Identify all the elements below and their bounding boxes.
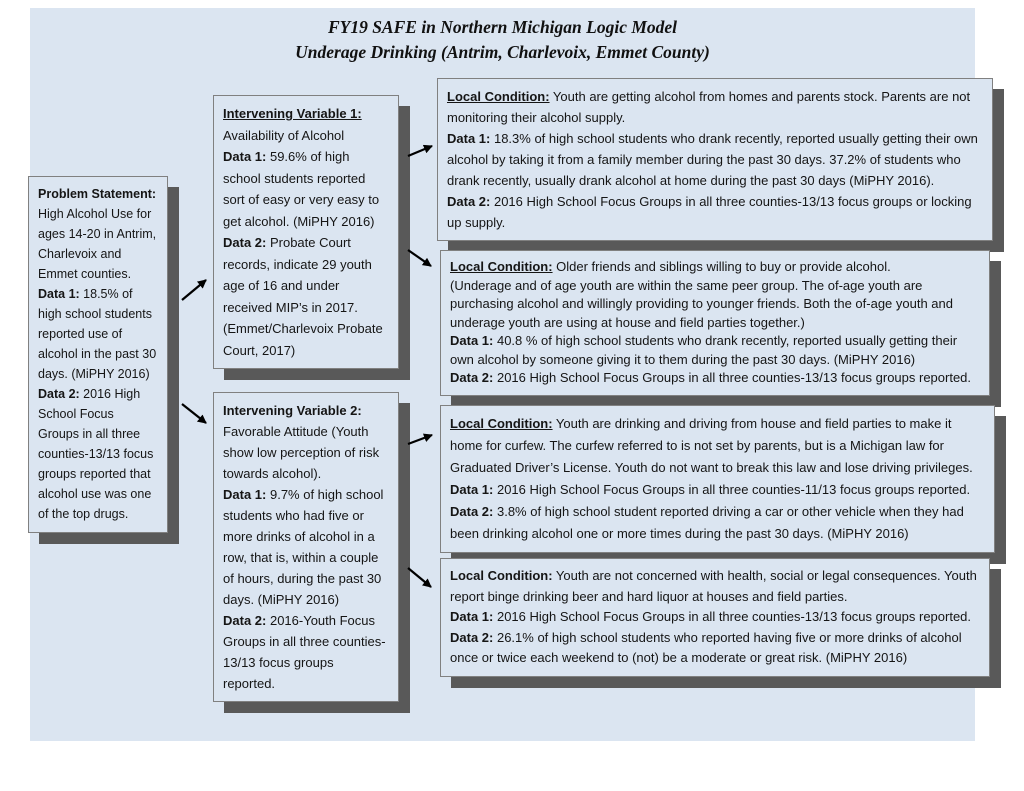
problem-statement-box	[28, 176, 168, 533]
intervening-variable-2-box	[213, 392, 399, 702]
local-condition-3-box	[440, 405, 995, 553]
intervening-variable-2-text: Intervening Variable 2: Favorable Attitude (Youth show low perception of risk towards alcohol). Data 1: 9.7% of high school students who had five or more drinks of alcohol in a row, that is, within a couple of hours, during the past 30 days. (MiPHY 2016) Data 2: 2016-Youth Focus Groups in all three counties-13/13 focus groups reported.	[223, 403, 386, 691]
local-condition-3-text: Local Condition: Youth are drinking and driving from house and field parties to make it home for curfew. The curfew referred to is not set by parents, but is a Michigan law for Graduated Driver’s License. Youth do not want to break this law and lose driving privileges. Data 1: 2016 High School Focus Groups in all three counties-11/13 focus groups reported. Data 2: 3.8% of high school student reported driving a car or other vehicle when they had been drinking alcohol one or more times during the past 30 days. (MiPHY 2016)	[450, 416, 973, 541]
title-line-1: FY19 SAFE in Northern Michigan Logic Model	[327, 17, 678, 37]
local-condition-2-box	[440, 250, 990, 396]
title-line-2: Underage Drinking (Antrim, Charlevoix, Emmet County)	[295, 42, 710, 63]
local-condition-4-box	[440, 558, 990, 677]
page-title	[30, 15, 975, 66]
intervening-variable-1-box	[213, 95, 399, 369]
problem-statement-text: Problem Statement: High Alcohol Use for ages 14-20 in Antrim, Charlevoix and Emmet counties. Data 1: 18.5% of high school students reported use of alcohol in the past 30 days. (MiPHY 2016) Data 2: 2016 High School Focus Groups in all three counties-13/13 focus groups reported that alcohol use was one of the top drugs.	[38, 187, 157, 521]
local-condition-1-box	[437, 78, 993, 241]
local-condition-1-text: Local Condition: Youth are getting alcohol from homes and parents stock. Parents are not monitoring their alcohol supply. Data 1: 18.3% of high school students who drank recently, reported usually getting their own alcohol by taking it from a family member during the past 30 days. 37.2% of students who drank recently, usually drank alcohol at home during the past 30 days (MiPHY 2016). Data 2: 2016 High School Focus Groups in all three counties-13/13 focus groups or locking up supply.	[447, 89, 978, 230]
intervening-variable-1-text: Intervening Variable 1: Availability of Alcohol Data 1: 59.6% of high school students reported sort of easy or very easy to get alcohol. (MiPHY 2016) Data 2: Probate Court records, indicate 29 youth age of 16 and under received MIP’s in 2017. (Emmet/Charlevoix Probate Court, 2017)	[223, 106, 383, 358]
local-condition-2-text: Local Condition: Older friends and siblings willing to buy or provide alcohol. (Underage and of age youth are within the same peer group. The of-age youth are purchasing alcohol and willingly providing to younger friends. Both the of-age youth and underage youth are using at house and field parties together.) Data 1: 40.8 % of high school students who drank recently, reported usually getting their own alcohol by someone giving it to them during the past 30 days. (MiPHY 2016) Data 2: 2016 High School Focus Groups in all three counties-13/13 focus groups reported.	[450, 259, 972, 385]
local-condition-4-text: Local Condition: Youth are not concerned with health, social or legal consequences. Youth report binge drinking beer and hard liquor at houses and field parties. Data 1: 2016 High School Focus Groups in all three counties-13/13 focus groups reported. Data 2: 26.1% of high school students who reported having five or more drinks of alcohol once or twice each weekend to (not) be a moderate or great risk. (MiPHY 2016)	[450, 568, 977, 665]
